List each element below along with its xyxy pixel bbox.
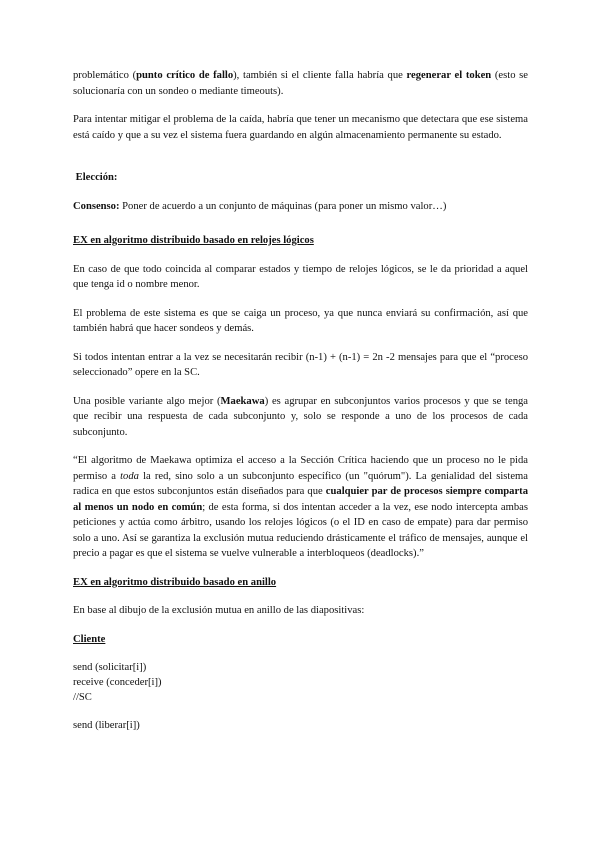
bold-term-maekawa: Maekawa xyxy=(220,395,265,407)
paragraph-process-crash: El problema de este sistema es que se caiga un proceso, ya que nunca enviará su confirmación, así que también habrá que hacer sondeos y demás. xyxy=(73,307,528,334)
text-segment: “El algoritmo de Maekawa optimiza el acceso a la Sección Crítica haciendo que un proceso no le pida permiso a xyxy=(73,455,528,482)
paragraph-maekawa-variant xyxy=(73,394,528,441)
consenso-text: Poner de acuerdo a un conjunto de máquinas (para poner un mismo valor…) xyxy=(119,200,447,212)
code-line: receive (conceder[i]) xyxy=(73,677,162,688)
text-segment: ; de esta forma, si dos intentan acceder a la vez, ese nodo intercepta ambas peticiones y actúa como árbitro, usando los relojes lógicos (o el ID en caso de empate) para dar permiso solo a uno. Así se garantiza la exclusión mutua reduciendo drásticamente el tráfico de mensajes, aunque el precio a pagar es que el sistema se vuelve vulnerable a interbloqueos (deadlocks).” xyxy=(73,501,528,559)
code-line: send (solicitar[i]) xyxy=(73,662,147,673)
bold-term-regenerate-token: regenerar el token xyxy=(406,70,492,81)
heading-eleccion-text: Elección: xyxy=(75,172,118,183)
text-segment: Una posible variante algo mejor ( xyxy=(73,395,221,407)
text-segment: ), también si el cliente falla habría que xyxy=(233,70,407,81)
text-segment: problemático ( xyxy=(73,70,137,81)
paragraph-ring-intro: En base al dibujo de la exclusión mutua en anillo de las diapositivas: xyxy=(73,605,365,616)
code-line: send (liberar[i]) xyxy=(73,720,140,731)
paragraph-consenso xyxy=(73,199,528,215)
italic-term-toda: toda xyxy=(120,470,139,482)
bold-term-single-point-of-failure: punto crítico de fallo xyxy=(136,70,234,81)
bold-phrase-common-node: cualquier par de procesos siempre comparta al menos un nodo en común xyxy=(73,486,528,513)
heading-eleccion xyxy=(73,170,528,186)
heading-ring-algorithm: EX en algoritmo distribuido basado en anillo xyxy=(73,576,277,588)
heading-logical-clocks: EX en algoritmo distribuido basado en relojes lógicos xyxy=(73,235,314,246)
text-segment: ) es agrupar en subconjuntos varios procesos y que se tenga que recibir una respuesta de cada subconjunto y, solo se responde a uno de los procesos de cada subconjunto. xyxy=(73,395,528,438)
text-segment: la red, sino solo a un subconjunto específico (un "quórum"). La genialidad del sistema radica en que estos subconjuntos están diseñados para que xyxy=(73,470,528,497)
paragraph-crash-mitigation: Para intentar mitigar el problema de la caída, habría que tener un mecanismo que detectara que ese sistema está caído y que a su vez el sistema fuera guardando en algún almacenamiento permanente su estado. xyxy=(73,114,528,141)
heading-cliente: Cliente xyxy=(73,633,106,645)
consenso-label: Consenso: xyxy=(73,200,120,212)
text-segment: (esto se solucionaría con un sondeo o mediante timeouts). xyxy=(73,70,529,97)
paragraph-priority: En caso de que todo coincida al comparar estados y tiempo de relojes lógicos, se le da prioridad a aquel que tenga id o nombre menor. xyxy=(73,263,528,290)
paragraph-token-failure xyxy=(73,68,528,99)
code-block-cliente xyxy=(73,660,528,733)
code-line: //SC xyxy=(73,692,92,703)
quote-maekawa xyxy=(73,453,528,562)
paragraph-message-count: Si todos intentan entrar a la vez se necesitarán recibir (n-1) + (n-1) = 2n -2 mensajes para que el “proceso seleccionado” opere en la SC. xyxy=(73,351,528,378)
document-body xyxy=(73,68,528,733)
